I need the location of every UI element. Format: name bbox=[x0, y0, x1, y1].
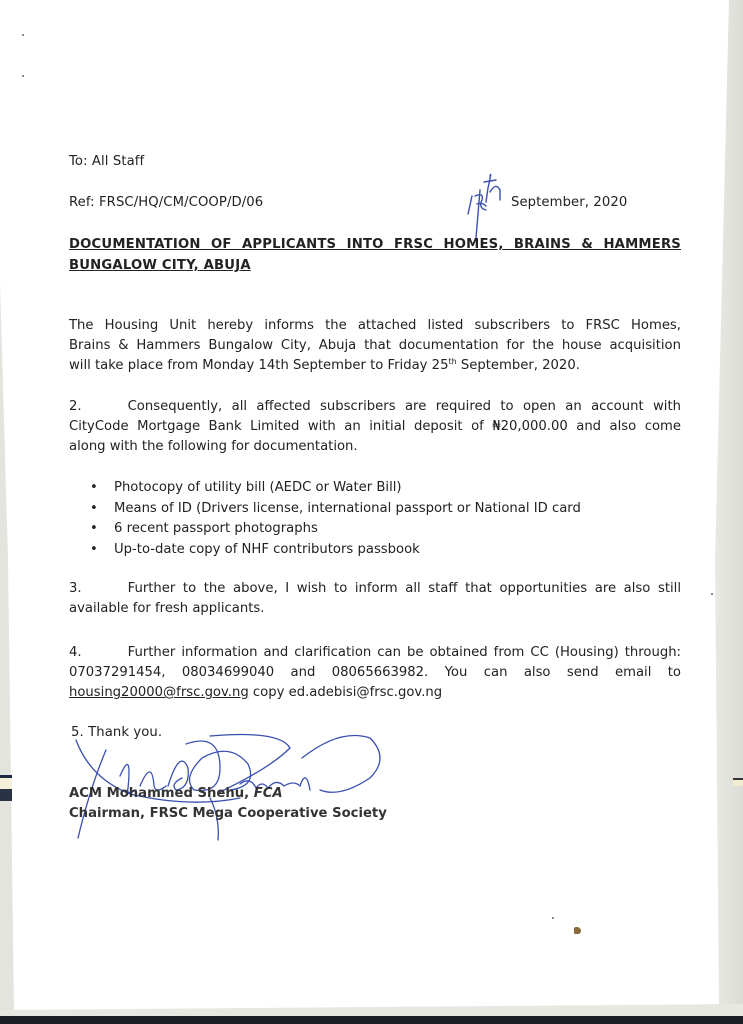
requirements-list bbox=[90, 478, 581, 560]
requirement-item bbox=[90, 499, 581, 520]
memo-heading-line1: DOCUMENTATION OF APPLICANTS INTO FRSC HOMES, BRAINS & HAMMERS bbox=[69, 237, 681, 252]
text: Consequently, all affected subscribers are required to open an account with bbox=[127, 399, 681, 414]
email-copy-address: ed.adebisi@frsc.gov.ng bbox=[288, 685, 443, 700]
requirement-item bbox=[90, 519, 581, 540]
memo-reference: Ref: FRSC/HQ/CM/COOP/D/06 bbox=[69, 195, 264, 210]
paper-stain bbox=[574, 927, 581, 934]
paragraph-3-line: available for fresh applicants. bbox=[69, 601, 265, 616]
memo-heading bbox=[69, 234, 681, 276]
requirement-text: Photocopy of utility bill (AEDC or Water Bill) bbox=[114, 480, 402, 495]
memo-date: September, 2020 bbox=[511, 195, 628, 210]
paragraph-4-line: 07037291454, 08034699040 and 08065663982. You can also send email to bbox=[69, 665, 681, 680]
paragraph-1-line: Brains & Hammers Bungalow City, Abuja that documentation for the house acquisition bbox=[69, 338, 681, 353]
paragraph-2 bbox=[69, 397, 681, 457]
bullet-icon: • bbox=[90, 500, 98, 516]
bullet-icon: • bbox=[90, 521, 98, 536]
paragraph-4-line bbox=[69, 643, 681, 663]
text: Further to the above, I wish to inform all staff that opportunities are also still bbox=[127, 581, 681, 596]
paper-speck bbox=[552, 917, 554, 919]
requirement-item bbox=[90, 478, 581, 499]
paragraph-4-line bbox=[69, 683, 681, 703]
paragraph-3-line bbox=[69, 579, 681, 599]
bullet-icon: • bbox=[90, 480, 98, 495]
requirement-text: Up-to-date copy of NHF contributors passbook bbox=[114, 541, 420, 557]
paragraph-2-line: along with the following for documentation. bbox=[69, 439, 358, 454]
text: September, 2020. bbox=[456, 358, 580, 373]
text: Further information and clarification can be obtained from CC (Housing) through: bbox=[127, 645, 681, 660]
paper-speck bbox=[22, 34, 24, 36]
paragraph-3 bbox=[69, 579, 681, 619]
superscript: th bbox=[448, 357, 457, 366]
closing-thanks: 5. Thank you. bbox=[71, 725, 163, 740]
paper-speck bbox=[711, 593, 713, 595]
signatory-title: Chairman, FRSC Mega Cooperative Society bbox=[69, 806, 387, 821]
text: copy bbox=[248, 685, 289, 700]
paragraph-4 bbox=[69, 643, 681, 703]
paragraph-2-line bbox=[69, 397, 681, 417]
requirement-text: 6 recent passport photographs bbox=[114, 521, 318, 536]
paragraph-2-line: CityCode Mortgage Bank Limited with an initial deposit of ₦20,000.00 and also come bbox=[69, 419, 681, 434]
paragraph-1 bbox=[69, 316, 681, 376]
signatory-name bbox=[69, 784, 283, 804]
memo-heading-line2: BUNGALOW CITY, ABUJA bbox=[69, 258, 251, 273]
paper-speck bbox=[22, 75, 24, 77]
paragraph-number: 3. bbox=[69, 581, 82, 596]
email-link-housing[interactable]: housing20000@frsc.gov.ng bbox=[69, 685, 249, 700]
paragraph-1-line bbox=[69, 356, 681, 376]
signatory-name-text: ACM Mohammed Shehu, bbox=[69, 786, 250, 801]
memo-recipient: To: All Staff bbox=[69, 154, 145, 169]
signatory-credential: FCA bbox=[249, 786, 283, 801]
paragraph-1-line: The Housing Unit hereby informs the attached listed subscribers to FRSC Homes, bbox=[69, 318, 681, 333]
text: will take place from Monday 14th September to Friday 25 bbox=[69, 358, 449, 373]
paragraph-number: 4. bbox=[69, 645, 82, 660]
bullet-icon: • bbox=[90, 541, 98, 557]
paragraph-number: 2. bbox=[69, 399, 82, 414]
requirement-text: Means of ID (Drivers license, international passport or National ID card bbox=[114, 500, 581, 516]
requirement-item bbox=[90, 540, 581, 561]
